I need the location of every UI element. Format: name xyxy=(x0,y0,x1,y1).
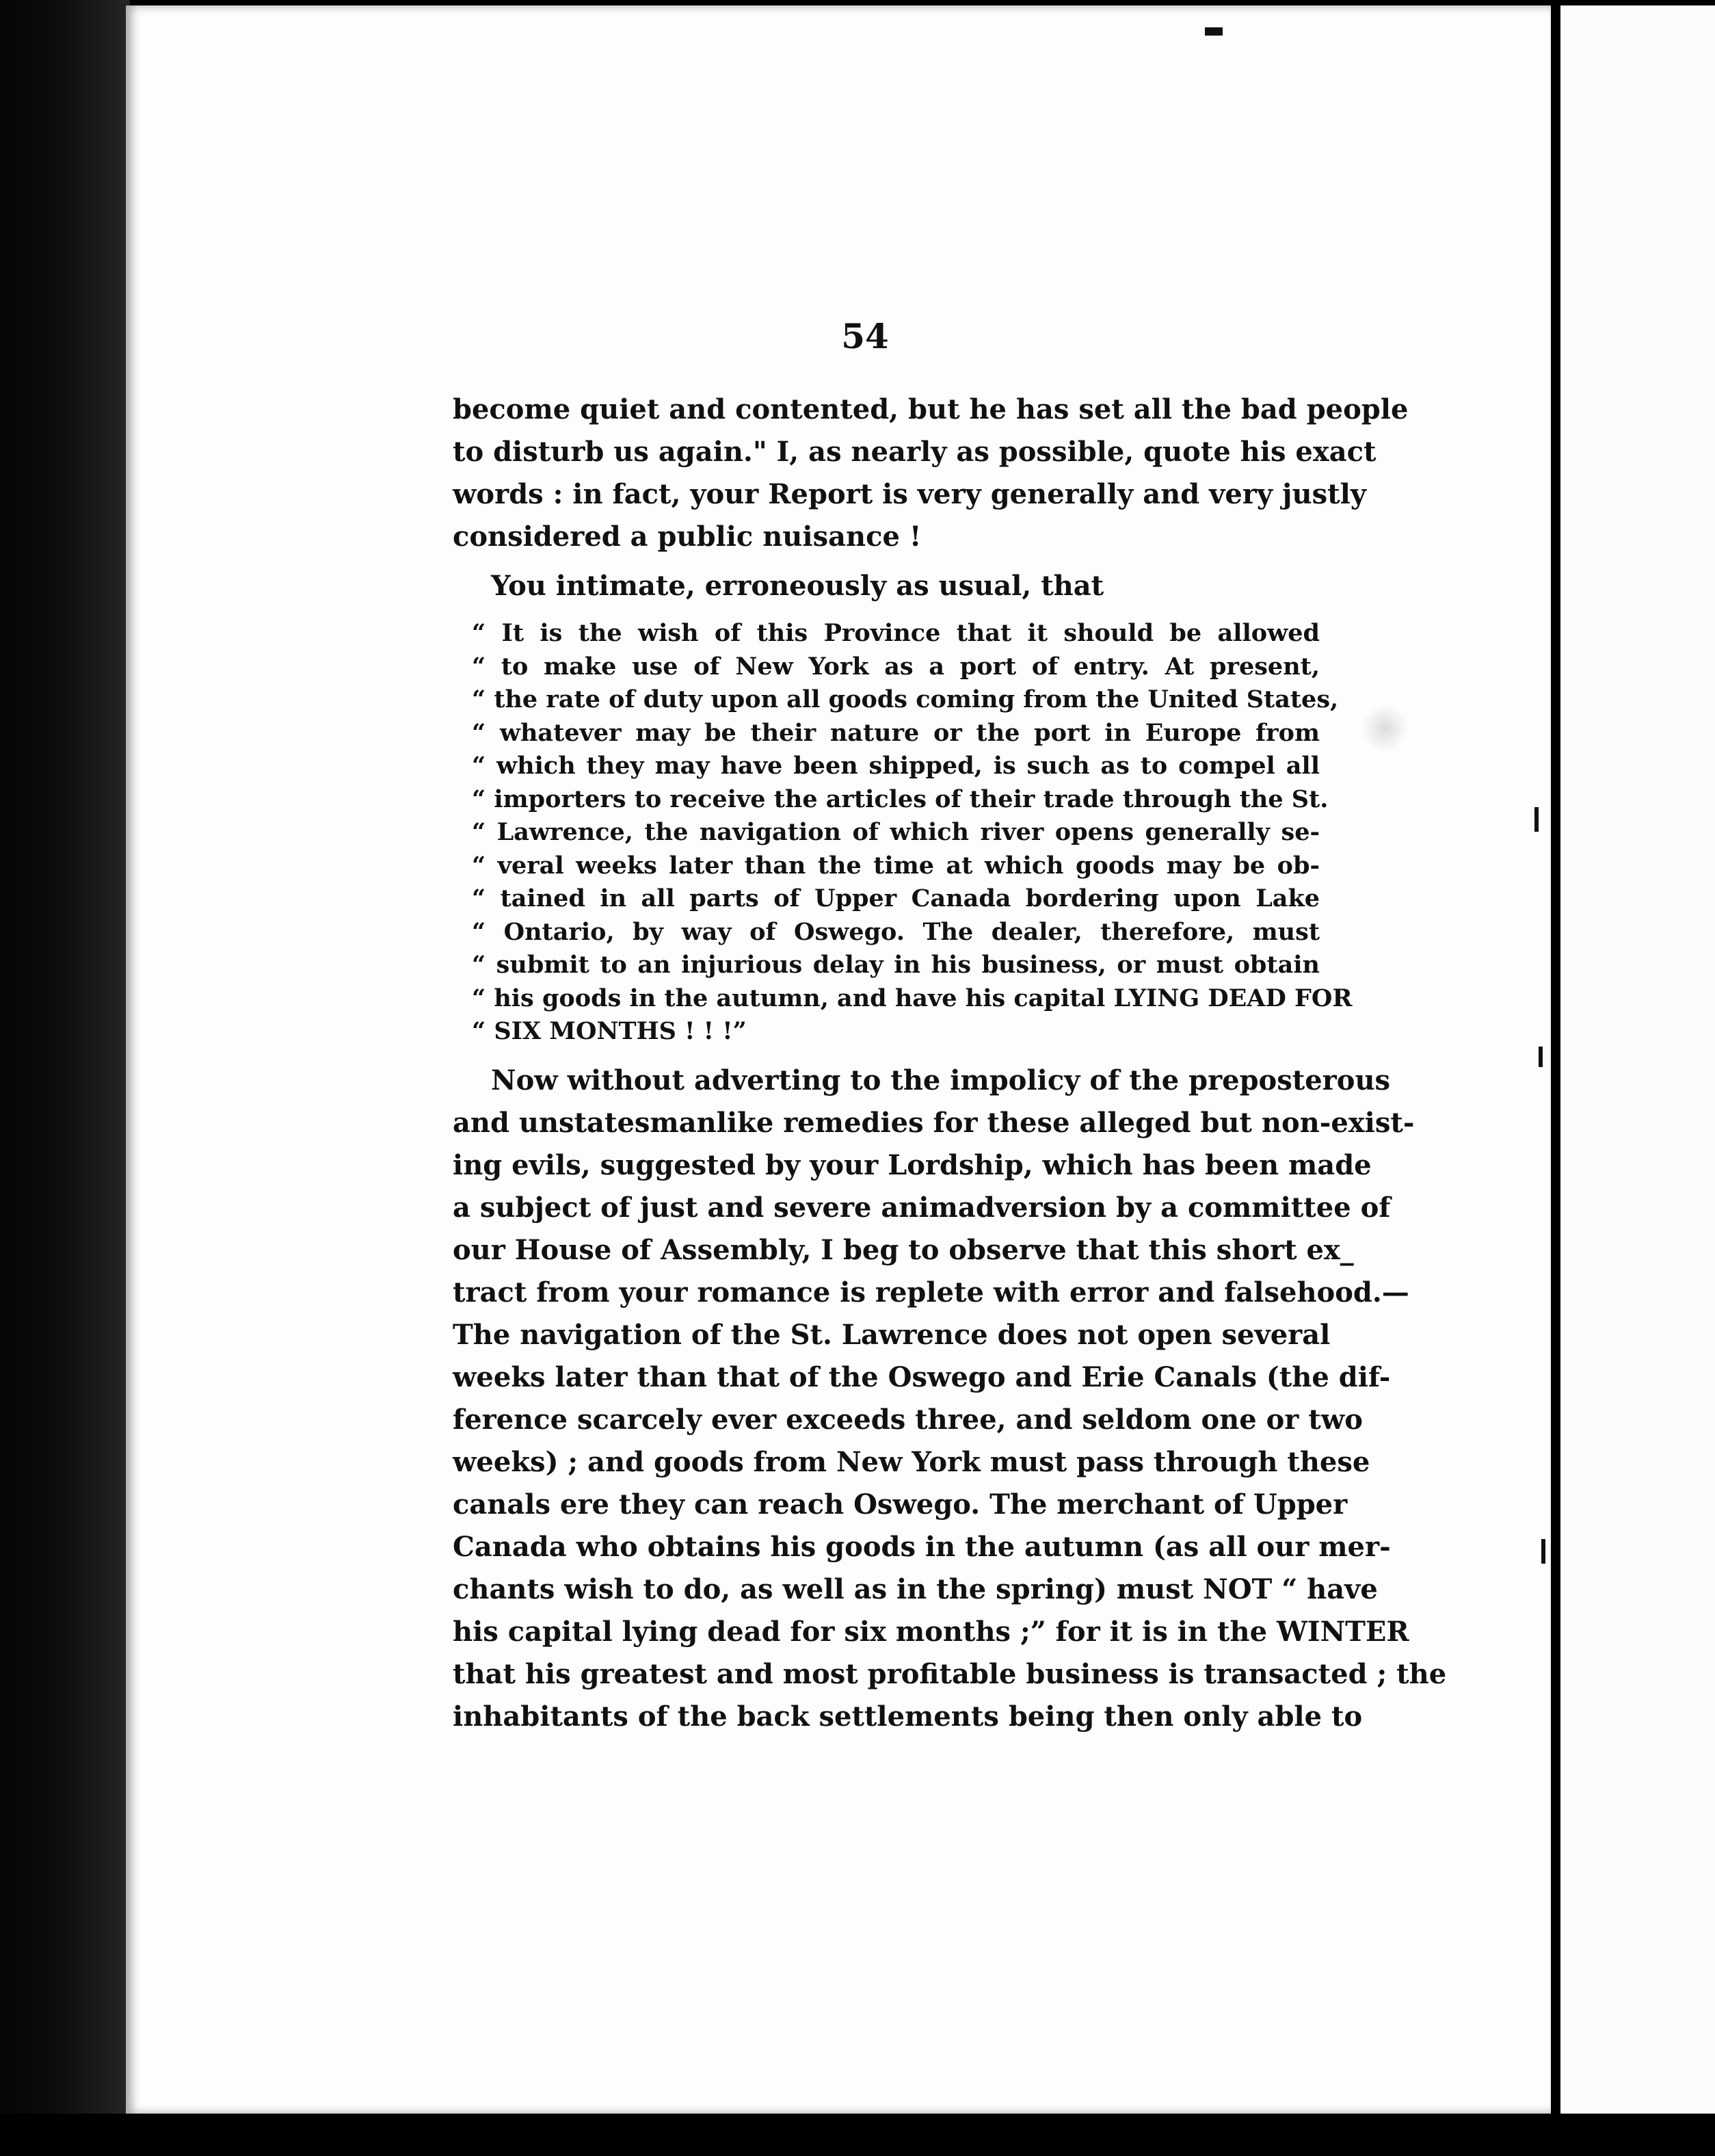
text-line: considered a public nuisance ! xyxy=(453,521,922,553)
margin-mark xyxy=(1534,807,1539,832)
text-line: canals ere they can reach Oswego. The merchant of Upper xyxy=(453,1488,1348,1521)
quote-line: “ the rate of duty upon all goods coming from the United States, xyxy=(472,685,1339,713)
text-line: tract from your romance is replete with error and falsehood.— xyxy=(453,1276,1409,1309)
quote-line: “ whatever may be their nature or the port in Europe from xyxy=(472,718,1320,747)
quote-line: “ veral weeks later than the time at which goods may be ob- xyxy=(472,851,1320,880)
quote-line: “ Lawrence, the navigation of which river opens generally se- xyxy=(472,818,1320,846)
text-line: The navigation of the St. Lawrence does not open several xyxy=(453,1318,1331,1351)
text-line: our House of Assembly, I beg to observe that this short ex_ xyxy=(453,1233,1354,1266)
quote-line: “ Ontario, by way of Oswego. The dealer, therefore, must xyxy=(472,917,1320,946)
scan-mark xyxy=(1205,27,1223,36)
book-binding-edge xyxy=(0,0,130,2156)
text-line: ing evils, suggested by your Lordship, which has been made xyxy=(453,1148,1372,1181)
quote-line: “ submit to an injurious delay in his business, or must obtain xyxy=(472,951,1320,979)
quote-line: “ his goods in the autumn, and have his capital LYING DEAD FOR xyxy=(472,984,1353,1012)
quote-line: “ importers to receive the articles of their trade through the St. xyxy=(472,785,1329,813)
text-line: weeks) ; and goods from New York must pass through these xyxy=(453,1445,1370,1478)
facing-page-edge xyxy=(1560,5,1715,2114)
text-line: a subject of just and severe animadversion by a committee of xyxy=(453,1191,1391,1224)
page-number: 54 xyxy=(841,316,889,356)
text-line: and unstatesmanlike remedies for these alleged but non-exist- xyxy=(453,1106,1415,1139)
text-line: become quiet and contented, but he has set all the bad people xyxy=(453,393,1409,425)
page-smudge xyxy=(1361,705,1409,752)
text-line: Canada who obtains his goods in the autumn (as all our mer- xyxy=(453,1530,1391,1563)
text-line: Now without adverting to the impolicy of the preposterous xyxy=(491,1064,1391,1096)
quote-line: “ It is the wish of this Province that it should be allowed xyxy=(472,619,1320,647)
quote-line: “ which they may have been shipped, is such as to compel all xyxy=(472,752,1320,780)
scan-bottom-border xyxy=(0,2114,1715,2156)
text-line: his capital lying dead for six months ;” for it is in the WINTER xyxy=(453,1615,1409,1648)
text-line: chants wish to do, as well as in the spring) must NOT “ have xyxy=(453,1573,1378,1605)
text-line: weeks later than that of the Oswego and Erie Canals (the dif- xyxy=(453,1360,1391,1393)
paragraph-1 xyxy=(453,389,1409,558)
quote-line: “ SIX MONTHS ! ! !” xyxy=(472,1017,747,1045)
block-quote xyxy=(453,617,1353,1049)
margin-mark xyxy=(1539,1047,1543,1067)
text-line: to disturb us again." I, as nearly as possible, quote his exact xyxy=(453,436,1377,468)
text-line: You intimate, erroneously as usual, that xyxy=(491,570,1104,602)
quote-line: “ to make use of New York as a port of entry. At present, xyxy=(472,652,1320,681)
text-line: inhabitants of the back settlements being then only able to xyxy=(453,1700,1363,1733)
margin-mark xyxy=(1541,1539,1545,1564)
paragraph-3 xyxy=(453,1060,1447,1738)
quote-line: “ tained in all parts of Upper Canada bordering upon Lake xyxy=(472,884,1320,912)
text-line: that his greatest and most profitable business is transacted ; the xyxy=(453,1657,1447,1690)
text-line: words : in fact, your Report is very generally and very justly xyxy=(453,478,1367,510)
paragraph-2 xyxy=(453,565,1320,607)
text-line: ference scarcely ever exceeds three, and seldom one or two xyxy=(453,1403,1363,1436)
page-text xyxy=(453,389,1447,1738)
